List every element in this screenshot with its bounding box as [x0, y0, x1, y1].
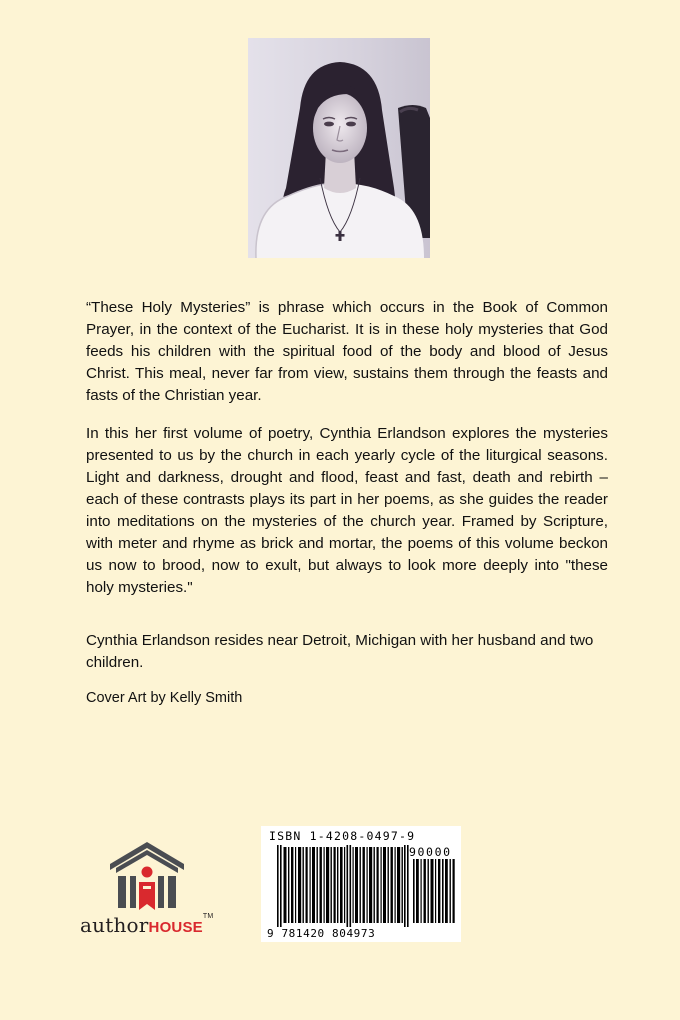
- cover-art-credit: Cover Art by Kelly Smith: [86, 690, 243, 706]
- barcode-bars-icon: [261, 826, 461, 942]
- description-paragraph-1: “These Holy Mysteries” is phrase which occurs in the Book of Common Prayer, in the context of the Eucharist. It is in these holy mysteries that God feeds his children with the spiritual food of the body and blood of Jesus Christ. This meal, never far from view, sustains them through the feasts and fasts of the Christian year.: [86, 299, 608, 404]
- isbn-label: ISBN 1-4208-0497-9: [269, 829, 416, 843]
- price-code: 90000: [409, 845, 452, 859]
- description-paragraph-2: In this her first volume of poetry, Cynthia Erlandson explores the mysteries presented to us by the church in each yearly cycle of the liturgical seasons. Light and darkness, drought and flood, feast and fast, death and rebirth – each of these contrasts plays its part in her poems, as she guides the reader into meditations on the mysteries of the church year. Framed by Scripture, with meter and rhyme as brick and mortar, the poems of this volume beckon us now to brood, now to exult, but always to look more deeply into "these holy mysteries.": [86, 425, 608, 596]
- publisher-wordmark: [80, 913, 213, 937]
- publisher-name-author: author: [80, 913, 149, 937]
- isbn-barcode: [261, 826, 461, 942]
- ean-digits: 9 781420 804973: [267, 927, 376, 940]
- author-photo: [248, 38, 430, 258]
- author-portrait-illustration: [248, 38, 430, 258]
- trademark-symbol: TM: [202, 913, 214, 920]
- publisher-logo-icon: [106, 838, 188, 916]
- author-bio-paragraph: Cynthia Erlandson resides near Detroit, Michigan with her husband and two children.: [86, 632, 594, 671]
- publisher-name-house: HOUSE: [148, 919, 203, 936]
